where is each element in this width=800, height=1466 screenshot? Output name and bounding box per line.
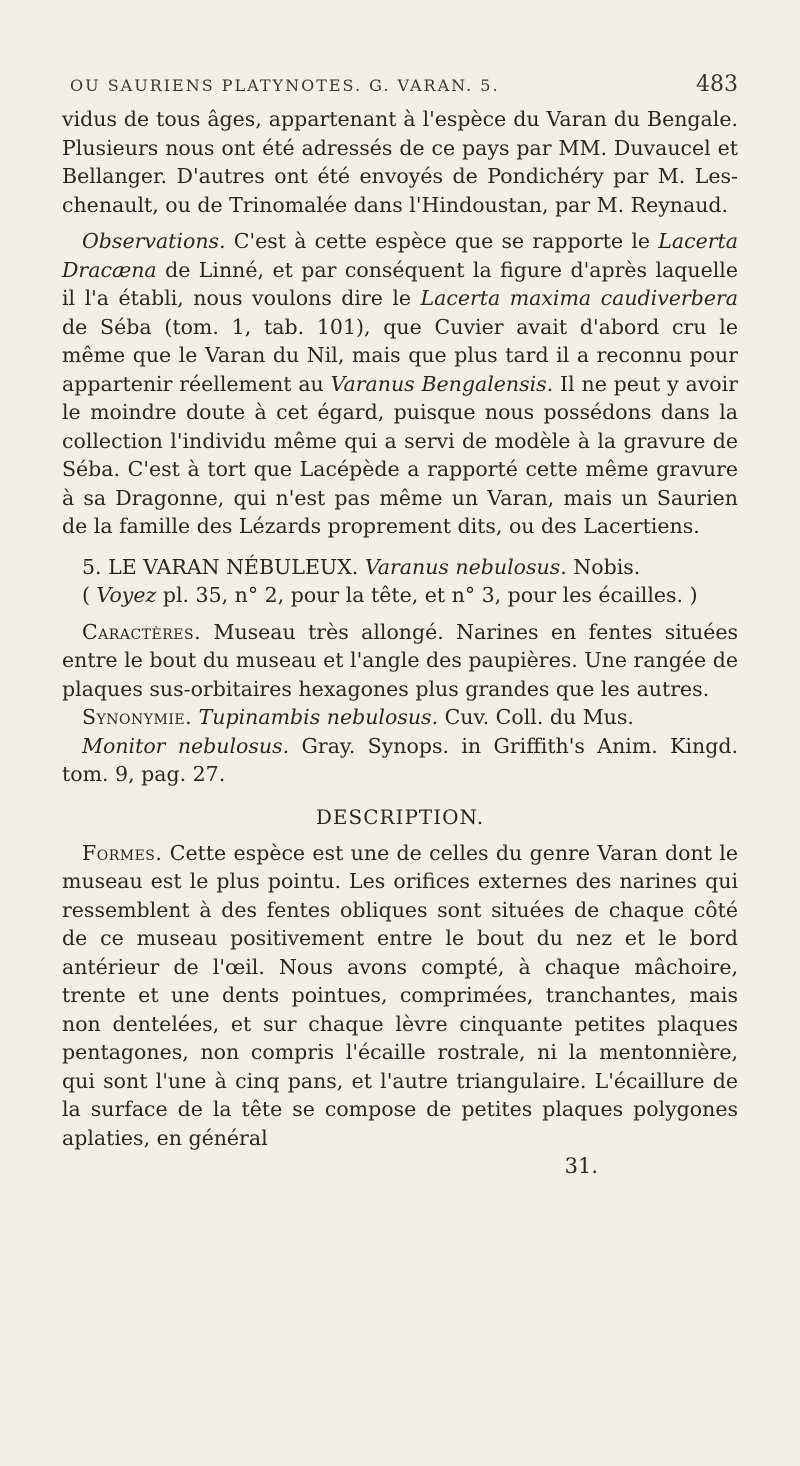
paragraph-formes: Formes. Cette espèce est une de celles du genre Varan dont le museau est le plus pointu. Les orifices externes des narines qui ressemblent à des fentes obliques sont situées de chaque côté de ce museau positivement entre le bout du nez et le bord antérieur de l'œil. Nous avons compté, à chaque mâchoire, trente et une dents pointues, comprimées, tranchantes, mais non dentelées, et sur chaque lèvre cinquante petites plaques pentagones, non compris l'écaille rostrale, ni la mentonnière, qui sont l'une à cinq pans, et l'autre triangulaire. L'écaillure de la surface de la tête se compose de petites plaques polygones aplaties, en général [62,840,738,1150]
paragraph-synonymie-2: Monitor nebulosus. Gray. Synops. in Griffith's Anim. Kingd. tom. 9, pag. 27. [62,733,738,786]
plate-reference: ( Voyez pl. 35, n° 2, pour la tête, et n° 3, pour les écailles. ) [82,583,698,607]
formes-label: Formes. [82,840,163,865]
species-title: 5. LE VARAN NÉBULEUX. Varanus nebulosus. Nobis. [82,554,641,579]
description-heading: DESCRIPTION. [315,804,485,829]
running-head [70,72,738,97]
signature-mark: 31. [564,1154,598,1178]
paragraph-observations: Observations. C'est à cette espèce que se rapporte le Lacerta Dracæna de Linné, et par conséquent la figure d'après laquelle il l'a établi, nous voulons dire le Lacerta maxima caudiverbera de Séba (tom. 1, tab. 101), que Cuvier avait d'abord cru le même que le Varan du Nil, mais que plus tard il a reconnu pour appartenir réellement au Varanus Bengalensis. Il ne peut y avoir le moindre doute à cet égard, puisque nous possédons dans la collection l'individu même qui a servi de modèle à la gravure de Séba. C'est à tort que Lacépède a rapporté cette même gravure à sa Dragonne, qui n'est pas même un Varan, mais un Saurien de la famille des Lézards proprement dits, ou des Lacertiens. [62,229,739,538]
caracteres-label: Caractères. [82,619,202,644]
running-title: OU SAURIENS PLATYNOTES. G. VARAN. 5. [70,76,500,95]
paragraph-caracteres: Caractères. Museau très allongé. Narines en fentes situées entre le bout du museau et l'angle des paupières. Une rangée de plaques sus-orbitaires hexagones plus grandes que les autres. [62,619,738,701]
paragraph-synonymie: Synonymie. Tupinambis nebulosus. Cuv. Coll. du Mus. [82,705,634,729]
page-number: 483 [696,72,738,97]
synonymie-label: Synonymie. [82,705,193,729]
observations-label: Observations. [82,229,226,253]
paragraph-specimens: vidus de tous âges, appartenant à l'espèce du Varan du Bengale. Plusieurs nous ont été adressés de ce pays par MM. Duvaucel et Bellanger. D'autres ont été envoyés de Pondichéry par M. Les-chenault, ou de Trinomalée dans l'Hindoustan, par M. Reynaud. [62,107,738,217]
